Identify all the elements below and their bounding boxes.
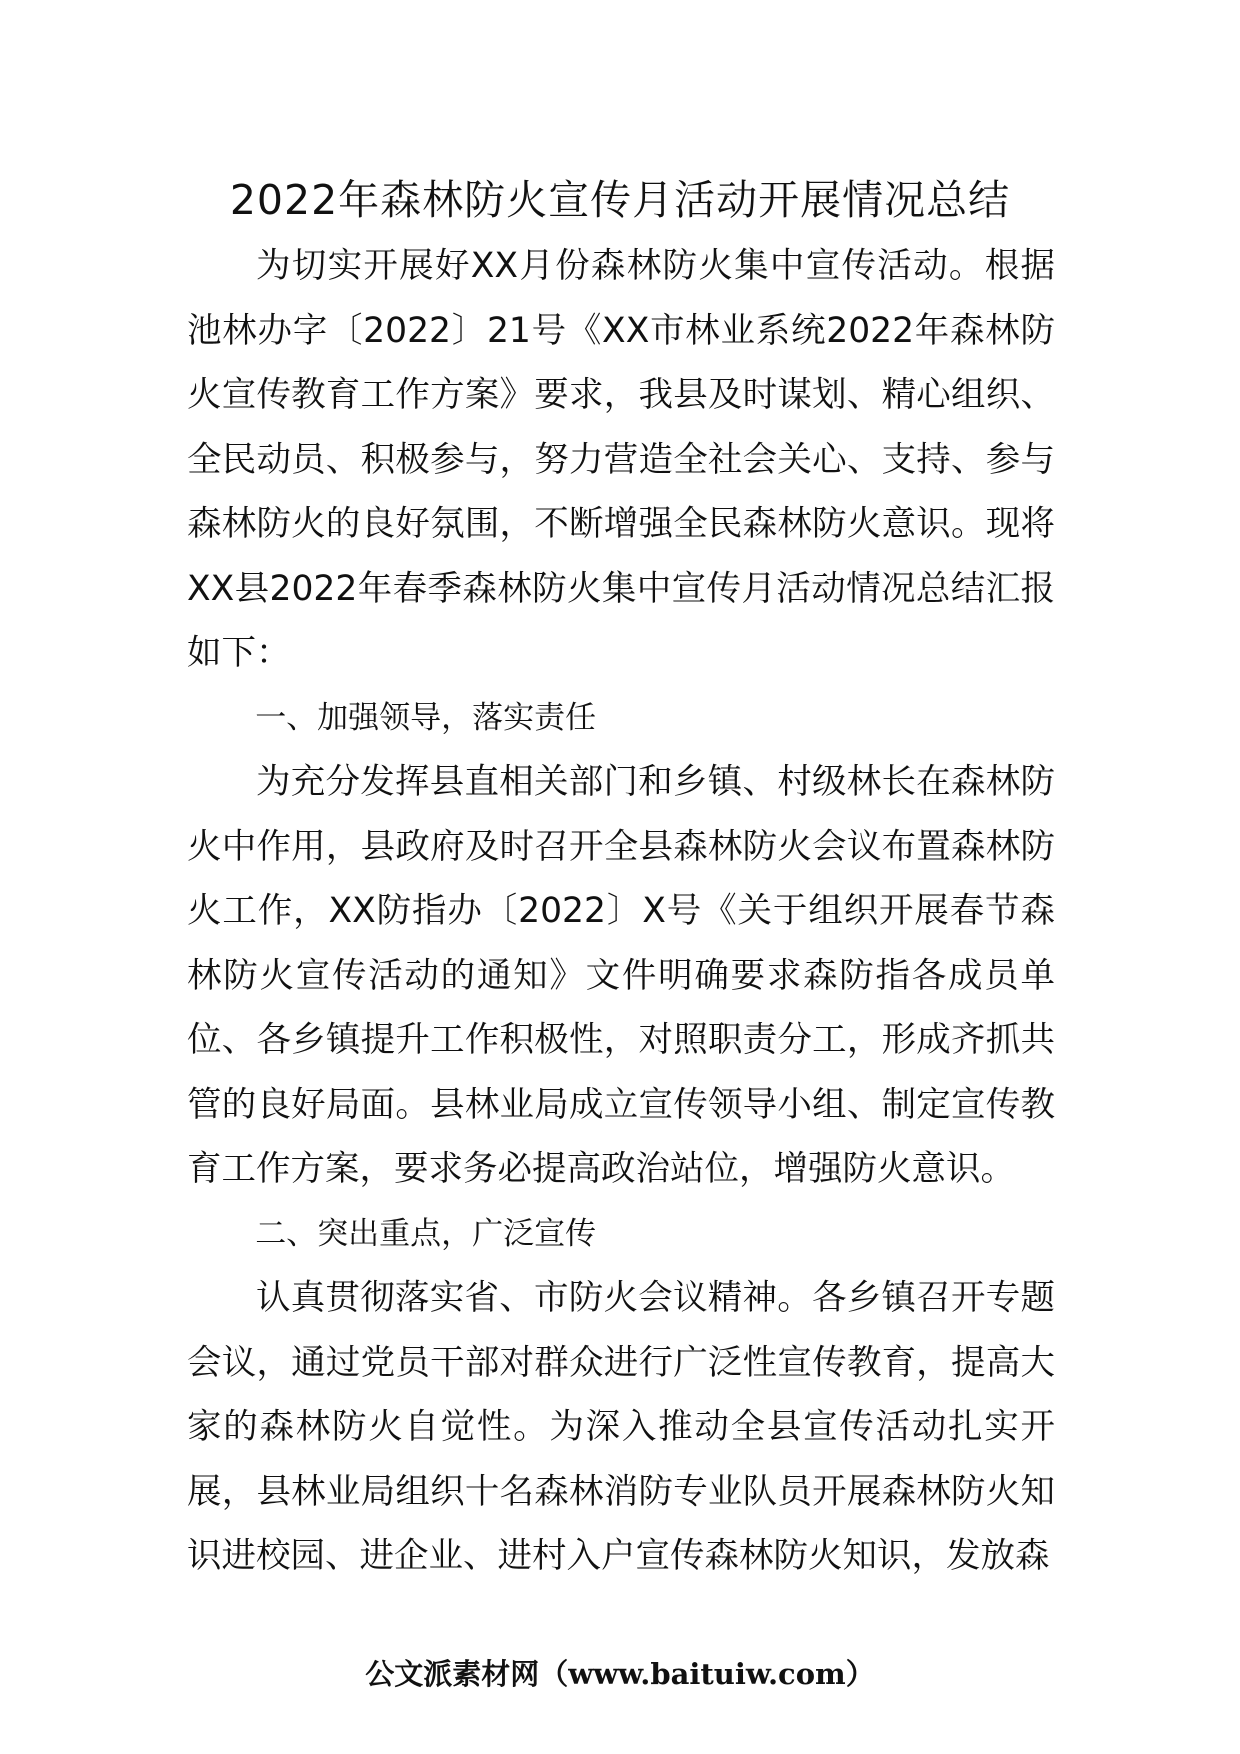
section-1-paragraph: 为充分发挥县直相关部门和乡镇、村级林长在森林防火中作用，县政府及时召开全县森林防火会议布置森林防火工作，XX防指办〔2022〕X号《关于组织开展春节森林防火宣传活动的通知》文件明确要求森防指各成员单位、各乡镇提升工作积极性，对照职责分工，形成齐抓共管的良好局面。县林业局成立宣传领导小组、制定宣传教育工作方案，要求务必提高政治站位，增强防火意识。 (187, 762, 1055, 1189)
section-2-paragraph: 认真贯彻落实省、市防火会议精神。各乡镇召开专题会议，通过党员干部对群众进行广泛性宣传教育，提高大家的森林防火自觉性。为深入推动全县宣传活动扎实开展，县林业局组织十名森林消防专业队员开展森林防火知识进校园、进企业、进村入户宣传森林防火知识，发放森 (187, 1278, 1055, 1576)
document-title: 2022年森林防火宣传月活动开展情况总结 (229, 176, 1011, 224)
section-heading-1: 一、加强领导，落实责任 (255, 699, 597, 736)
footer-watermark-text: 公文派素材网（www.baituiw.com） (365, 1657, 875, 1691)
intro-paragraph: 为切实开展好XX月份森林防火集中宣传活动。根据池林办字〔2022〕21号《XX市林业系统2022年森林防火宣传教育工作方案》要求，我县及时谋划、精心组织、全民动员、积极参与，努力营造全社会关心、支持、参与森林防火的良好氛围，不断增强全民森林防火意识。现将XX县2022年春季森林防火集中宣传月活动情况总结汇报如下： (187, 246, 1055, 673)
section-heading-2: 二、突出重点，广泛宣传 (255, 1215, 597, 1252)
document-body (187, 234, 1055, 1589)
